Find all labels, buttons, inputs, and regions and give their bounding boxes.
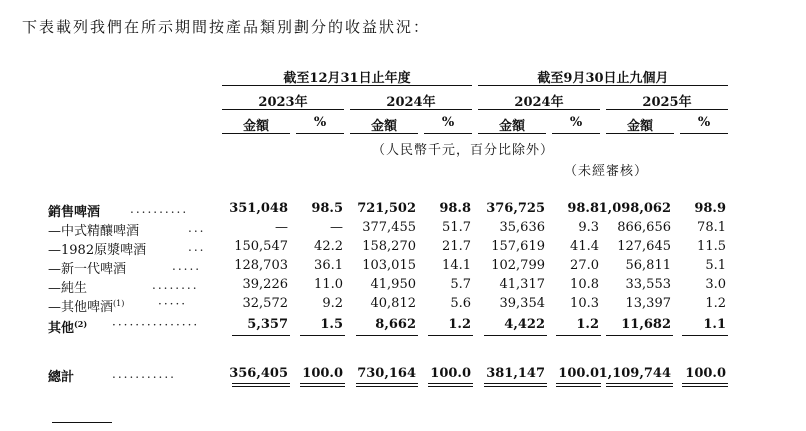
col-rule-5 bbox=[478, 133, 546, 134]
year-header-2024-9m: 2024年 bbox=[514, 95, 564, 110]
amount-cell: 56,811 bbox=[625, 258, 671, 273]
row-label bbox=[48, 296, 124, 315]
percent-header-4: % bbox=[697, 115, 711, 130]
amount-cell: 32,572 bbox=[242, 296, 288, 311]
row-leader-dots: .......... bbox=[130, 202, 189, 216]
percent-cell: 100.0 bbox=[302, 366, 343, 381]
percent-cell: 5.7 bbox=[450, 277, 471, 292]
total-double-rule-top bbox=[484, 383, 547, 384]
total-double-rule-top bbox=[682, 383, 728, 384]
year-header-2025-9m: 2025年 bbox=[642, 95, 692, 110]
amount-cell: 866,656 bbox=[617, 220, 671, 235]
amount-cell: 13,397 bbox=[625, 296, 671, 311]
year-rule-2 bbox=[350, 109, 472, 110]
percent-cell: 14.1 bbox=[442, 258, 471, 273]
amount-cell: 5,357 bbox=[247, 317, 288, 332]
row-label-text: 銷售啤酒 bbox=[48, 205, 101, 220]
row-leader-dots: ... bbox=[188, 240, 206, 254]
amount-cell: 33,553 bbox=[625, 277, 671, 292]
amount-cell: 381,147 bbox=[486, 366, 545, 381]
amount-cell: 8,662 bbox=[375, 317, 416, 332]
period-year-rule bbox=[222, 85, 472, 86]
unit-note: （人民幣千元，百分比除外） bbox=[372, 143, 555, 158]
row-label bbox=[48, 220, 139, 239]
amount-cell: 150,547 bbox=[234, 239, 288, 254]
year-rule-1 bbox=[222, 109, 344, 110]
subtotal-rule bbox=[682, 335, 728, 336]
total-double-rule-top bbox=[232, 383, 290, 384]
percent-cell: 1.2 bbox=[705, 296, 726, 311]
total-double-rule-bottom bbox=[606, 386, 673, 387]
total-double-rule-bottom bbox=[682, 386, 728, 387]
amount-cell: 721,502 bbox=[357, 201, 416, 216]
col-rule-1 bbox=[222, 133, 290, 134]
amount-cell: 39,226 bbox=[242, 277, 288, 292]
subtotal-rule bbox=[356, 335, 418, 336]
amount-cell: 377,455 bbox=[362, 220, 416, 235]
year-header-2024: 2024年 bbox=[386, 95, 436, 110]
amount-cell: 4,422 bbox=[504, 317, 545, 332]
amount-cell: 157,619 bbox=[491, 239, 545, 254]
total-double-rule-bottom bbox=[356, 386, 418, 387]
subtotal-rule bbox=[606, 335, 673, 336]
col-rule-4 bbox=[424, 133, 472, 134]
col-rule-3 bbox=[350, 133, 418, 134]
row-label-text: —其他啤酒 bbox=[48, 300, 114, 315]
period-nine-months-header: 截至9月30日止九個月 bbox=[537, 71, 669, 86]
amount-header-3: 金額 bbox=[498, 119, 525, 134]
row-leader-dots: ... bbox=[188, 221, 206, 235]
row-label bbox=[48, 366, 74, 385]
subtotal-rule bbox=[232, 335, 290, 336]
amount-cell: 730,164 bbox=[357, 366, 416, 381]
total-double-rule-bottom bbox=[300, 386, 345, 387]
percent-cell: 10.3 bbox=[570, 296, 599, 311]
percent-cell: 100.0 bbox=[685, 366, 726, 381]
col-rule-8 bbox=[680, 133, 728, 134]
row-label-text: —1982原漿啤酒 bbox=[48, 243, 147, 258]
percent-cell: 5.6 bbox=[450, 296, 471, 311]
percent-cell: 98.8 bbox=[567, 201, 599, 216]
subtotal-rule bbox=[556, 335, 601, 336]
year-rule-3 bbox=[478, 109, 600, 110]
total-double-rule-bottom bbox=[556, 386, 601, 387]
amount-cell: 103,015 bbox=[362, 258, 416, 273]
row-label bbox=[48, 201, 100, 220]
percent-cell: 100.0 bbox=[430, 366, 471, 381]
percent-cell: 3.0 bbox=[705, 277, 726, 292]
total-double-rule-bottom bbox=[484, 386, 547, 387]
row-leader-dots: ........ bbox=[152, 278, 199, 292]
percent-cell: 11.5 bbox=[697, 239, 726, 254]
amount-cell: 376,725 bbox=[486, 201, 545, 216]
amount-cell: 102,799 bbox=[491, 258, 545, 273]
amount-cell: 128,703 bbox=[234, 258, 288, 273]
percent-cell: 27.0 bbox=[570, 258, 599, 273]
percent-cell: 10.8 bbox=[570, 277, 599, 292]
amount-header-1: 金額 bbox=[242, 119, 269, 134]
subtotal-rule bbox=[300, 335, 345, 336]
row-label bbox=[48, 258, 126, 277]
total-double-rule-top bbox=[428, 383, 473, 384]
row-label-text: 總計 bbox=[48, 370, 75, 385]
percent-cell: 98.5 bbox=[311, 201, 343, 216]
percent-cell: 1.1 bbox=[703, 317, 726, 332]
percent-cell: 100.0 bbox=[558, 366, 599, 381]
amount-cell: 41,317 bbox=[499, 277, 545, 292]
percent-header-3: % bbox=[569, 115, 583, 130]
percent-cell: 1.5 bbox=[320, 317, 343, 332]
percent-cell: 42.2 bbox=[314, 239, 343, 254]
row-leader-dots: ····· bbox=[158, 297, 188, 311]
percent-cell: 98.8 bbox=[439, 201, 471, 216]
total-double-rule-top bbox=[606, 383, 673, 384]
subtotal-rule bbox=[428, 335, 473, 336]
intro-text: 下表載列我們在所示期間按產品類別劃分的收益狀況： bbox=[22, 18, 431, 36]
row-leader-dots: ........... bbox=[112, 367, 176, 381]
total-double-rule-top bbox=[300, 383, 345, 384]
percent-cell: 78.1 bbox=[697, 220, 726, 235]
percent-cell: 21.7 bbox=[442, 239, 471, 254]
percent-cell: 41.4 bbox=[570, 239, 599, 254]
percent-cell: 51.7 bbox=[442, 220, 471, 235]
amount-header-4: 金額 bbox=[626, 119, 653, 134]
footnote-rule bbox=[52, 422, 112, 423]
subtotal-rule bbox=[484, 335, 547, 336]
row-label-text: —中式精釀啤酒 bbox=[48, 224, 140, 239]
amount-cell: 39,354 bbox=[499, 296, 545, 311]
row-label bbox=[48, 239, 146, 258]
row-label bbox=[48, 277, 87, 296]
amount-cell: 35,636 bbox=[499, 220, 545, 235]
amount-header-2: 金額 bbox=[370, 119, 397, 134]
col-rule-2 bbox=[296, 133, 344, 134]
row-footnote-marker: (2) bbox=[74, 319, 88, 329]
row-label-text: —純生 bbox=[48, 281, 88, 296]
amount-cell: — bbox=[275, 220, 288, 235]
total-double-rule-top bbox=[356, 383, 418, 384]
amount-cell: 351,048 bbox=[229, 201, 288, 216]
row-footnote-marker: (1) bbox=[113, 299, 125, 308]
unaudited-note: （未經審核） bbox=[564, 164, 649, 179]
percent-cell: 98.9 bbox=[694, 201, 726, 216]
percent-cell: 9.2 bbox=[322, 296, 343, 311]
percent-cell: 1.2 bbox=[448, 317, 471, 332]
amount-cell: 1,098,062 bbox=[598, 201, 671, 216]
percent-cell: 1.2 bbox=[576, 317, 599, 332]
total-double-rule-top bbox=[556, 383, 601, 384]
percent-cell: 36.1 bbox=[314, 258, 343, 273]
row-label-text: 其他 bbox=[48, 321, 75, 336]
percent-cell: — bbox=[330, 220, 343, 235]
percent-header-2: % bbox=[441, 115, 455, 130]
row-leader-dots: ··············· bbox=[112, 318, 200, 332]
amount-cell: 41,950 bbox=[370, 277, 416, 292]
amount-cell: 356,405 bbox=[229, 366, 288, 381]
period-year-header: 截至12月31日止年度 bbox=[283, 71, 411, 86]
year-header-2023: 2023年 bbox=[258, 95, 308, 110]
row-label bbox=[48, 317, 87, 336]
percent-header-1: % bbox=[313, 115, 327, 130]
amount-cell: 158,270 bbox=[362, 239, 416, 254]
total-double-rule-bottom bbox=[428, 386, 473, 387]
amount-cell: 11,682 bbox=[621, 317, 671, 332]
amount-cell: 40,812 bbox=[370, 296, 416, 311]
total-double-rule-bottom bbox=[232, 386, 290, 387]
col-rule-7 bbox=[606, 133, 674, 134]
row-leader-dots: ..... bbox=[172, 259, 202, 273]
percent-cell: 9.3 bbox=[578, 220, 599, 235]
percent-cell: 5.1 bbox=[705, 258, 726, 273]
amount-cell: 1,109,744 bbox=[598, 366, 671, 381]
amount-cell: 127,645 bbox=[617, 239, 671, 254]
percent-cell: 11.0 bbox=[314, 277, 343, 292]
row-label-text: —新一代啤酒 bbox=[48, 262, 127, 277]
year-rule-4 bbox=[606, 109, 728, 110]
period-nine-months-rule bbox=[478, 85, 728, 86]
col-rule-6 bbox=[552, 133, 600, 134]
